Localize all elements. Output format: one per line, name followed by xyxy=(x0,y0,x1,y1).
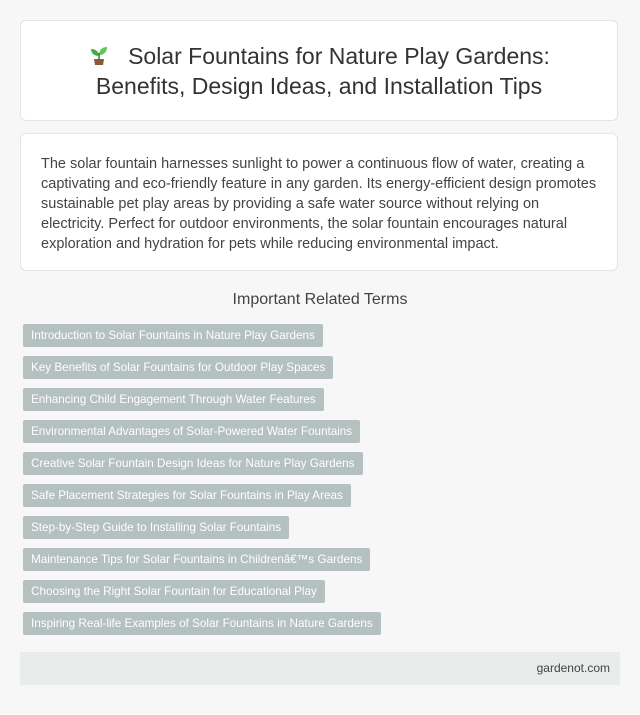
related-term-tag[interactable]: Maintenance Tips for Solar Fountains in Childrenâ€™s Gardens xyxy=(23,548,370,571)
related-term-tag[interactable]: Creative Solar Fountain Design Ideas for Nature Play Gardens xyxy=(23,452,363,475)
title-card xyxy=(20,20,618,121)
footer xyxy=(20,652,620,685)
title-line-2: Benefits, Design Ideas, and Installation Tips xyxy=(95,72,543,99)
title-line-1: Solar Fountains for Nature Play Gardens: xyxy=(128,42,550,69)
related-term-tag[interactable]: Environmental Advantages of Solar-Powered Water Fountains xyxy=(23,420,360,443)
related-term-tag[interactable]: Inspiring Real-life Examples of Solar Fountains in Nature Gardens xyxy=(23,612,381,635)
related-term-tag[interactable]: Key Benefits of Solar Fountains for Outdoor Play Spaces xyxy=(23,356,333,379)
related-term-tag[interactable]: Introduction to Solar Fountains in Nature Play Gardens xyxy=(23,324,323,347)
related-terms-heading: Important Related Terms xyxy=(232,291,408,308)
seedling-icon xyxy=(88,44,110,66)
related-term-tag[interactable]: Enhancing Child Engagement Through Water Features xyxy=(23,388,324,411)
intro-text: The solar fountain harnesses sunlight to power a continuous flow of water, creating a captivating and eco-friendly feature in any garden. Its energy-efficient design promotes sustainable pet play areas by providing a safe water source without relying on electricity. Perfect for outdoor environments, the solar fountain encourages natural exploration and hydration for pets while reducing environmental impact. xyxy=(41,156,597,252)
related-term-tag[interactable]: Step-by-Step Guide to Installing Solar Fountains xyxy=(23,516,289,539)
intro-card xyxy=(20,133,618,271)
page-title xyxy=(88,41,550,101)
related-term-tag[interactable]: Safe Placement Strategies for Solar Fountains in Play Areas xyxy=(23,484,351,507)
related-term-tag[interactable]: Choosing the Right Solar Fountain for Educational Play xyxy=(23,580,325,603)
site-name[interactable]: gardenot.com xyxy=(536,661,610,675)
